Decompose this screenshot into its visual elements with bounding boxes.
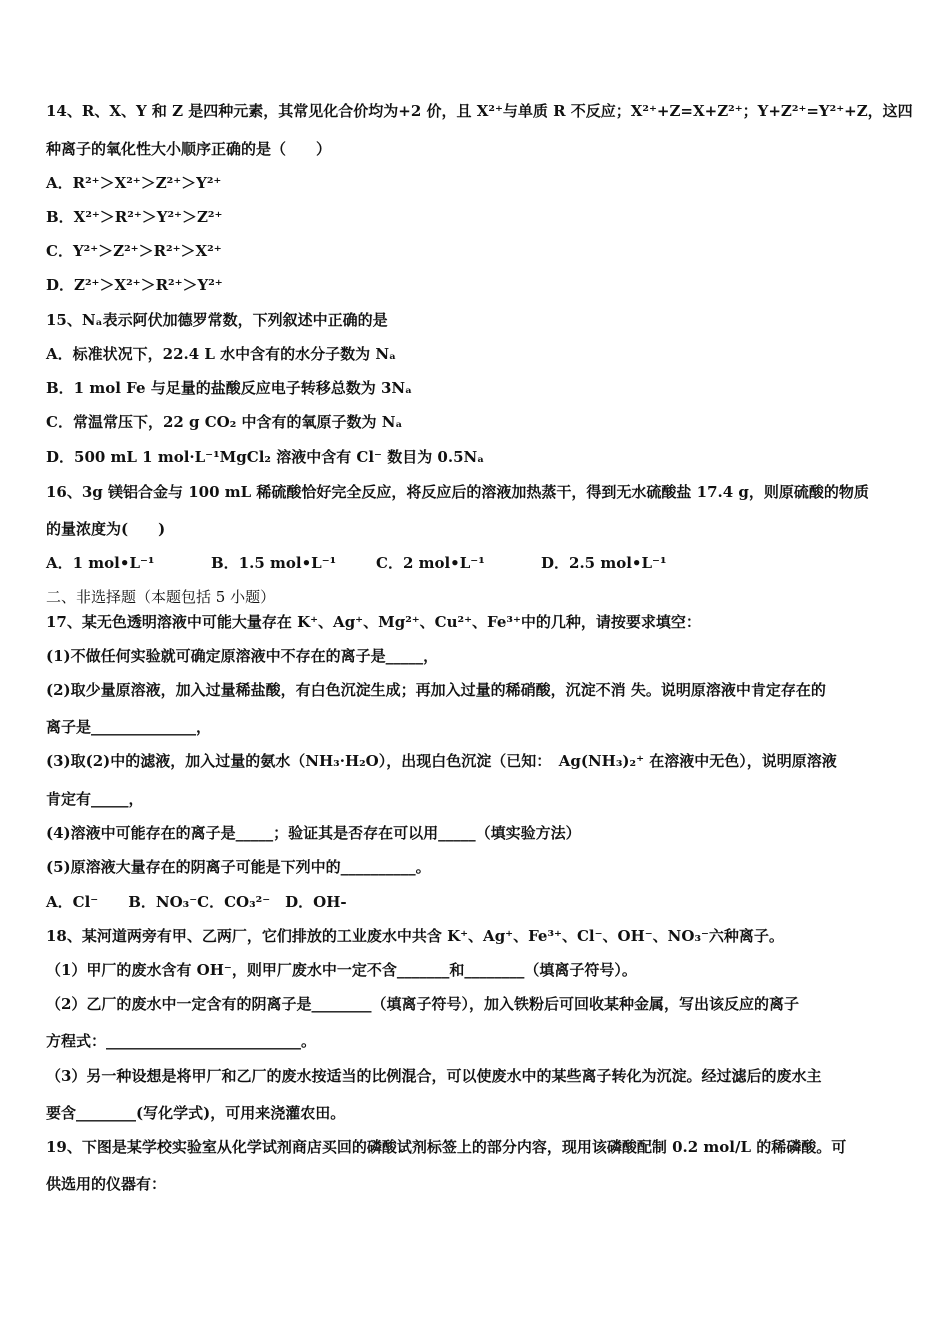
q17-options: A．Cl⁻ B．NO₃⁻C．CO₃²⁻ D．OH- [46,893,347,911]
q14-stem-line1: 14、R、X、Y 和 Z 是四种元素，其常见化合价均为+2 价，且 X²⁺与单质 R 不反应；X²⁺+Z=X+Z²⁺；Y+Z²⁺=Y²⁺+Z，这四 [46,102,913,120]
q16-option-a: A．1 mol•L⁻¹ [46,554,155,572]
q17-part4: (4)溶液中可能存在的离子是_____；验证其是否存在可以用_____（填实验方法） [46,824,581,842]
q18-part1: （1）甲厂的废水含有 OH⁻，则甲厂废水中一定不含_______和________（填离子符号）。 [46,961,637,979]
q18-part2-line1: （2）乙厂的废水中一定含有的阴离子是________（填离子符号），加入铁粉后可回收某种金属，写出该反应的离子 [46,995,799,1013]
q18-part2-line2: 方程式：__________________________。 [46,1032,317,1050]
q16-option-c: C．2 mol•L⁻¹ [376,554,485,572]
q18-part3-line2: 要含________(写化学式)，可用来浇灌农田。 [46,1104,346,1122]
q15-stem: 15、Nₐ表示阿伏加德罗常数，下列叙述中正确的是 [46,311,388,329]
section-heading: 二、非选择题（本题包括 5 小题） [46,588,276,606]
q16-options [46,553,910,573]
q16-stem-line2: 的量浓度为( ) [46,520,166,538]
q16-option-d: D．2.5 mol•L⁻¹ [541,554,667,572]
q17-part1: (1)不做任何实验就可确定原溶液中不存在的离子是_____， [46,647,439,665]
q16-option-b: B．1.5 mol•L⁻¹ [211,554,337,572]
q14-option-d: D．Z²⁺＞X²⁺＞R²⁺＞Y²⁺ [46,276,223,294]
q19-line2: 供选用的仪器有： [46,1175,167,1193]
q14-option-c: C．Y²⁺＞Z²⁺＞R²⁺＞X²⁺ [46,242,222,260]
q15-option-a: A．标准状况下，22.4 L 水中含有的水分子数为 Nₐ [46,345,397,363]
q18-part3-line1: （3）另一种设想是将甲厂和乙厂的废水按适当的比例混合，可以使废水中的某些离子转化为沉淀。经过滤后的废水主 [46,1067,822,1085]
q15-option-c: C．常温常压下，22 g CO₂ 中含有的氧原子数为 Nₐ [46,413,403,431]
q15-option-d: D．500 mL 1 mol·L⁻¹MgCl₂ 溶液中含有 Cl⁻ 数目为 0.5Nₐ [46,448,485,466]
q17-part5: (5)原溶液大量存在的阴离子可能是下列中的__________。 [46,858,431,876]
q17-part2-line2: 离子是______________， [46,718,212,736]
q16-stem-line1: 16、3g 镁铝合金与 100 mL 稀硫酸恰好完全反应，将反应后的溶液加热蒸干，得到无水硫酸盐 17.4 g，则原硫酸的物质 [46,483,869,501]
q17-part2-line1: (2)取少量原溶液，加入过量稀盐酸，有白色沉淀生成；再加入过量的稀硝酸，沉淀不消 失。说明原溶液中肯定存在的 [46,681,826,699]
q14-option-a: A．R²⁺＞X²⁺＞Z²⁺＞Y²⁺ [46,174,222,192]
q18-stem: 18、某河道两旁有甲、乙两厂，它们排放的工业废水中共含 K⁺、Ag⁺、Fe³⁺、Cl⁻、OH⁻、NO₃⁻六种离子。 [46,927,784,945]
q17-part3-line1: (3)取(2)中的滤液，加入过量的氨水（NH₃·H₂O），出现白色沉淀（已知： Ag(NH₃)₂⁺ 在溶液中无色），说明原溶液 [46,752,837,770]
q17-part3-line2: 肯定有_____， [46,790,144,808]
q14-option-b: B．X²⁺＞R²⁺＞Y²⁺＞Z²⁺ [46,208,223,226]
q17-stem: 17、某无色透明溶液中可能大量存在 K⁺、Ag⁺、Mg²⁺、Cu²⁺、Fe³⁺中的几种，请按要求填空： [46,613,701,631]
q15-option-b: B．1 mol Fe 与足量的盐酸反应电子转移总数为 3Nₐ [46,379,413,397]
q14-stem-line2: 种离子的氧化性大小顺序正确的是（ ） [46,140,332,158]
q19-line1: 19、下图是某学校实验室从化学试剂商店买回的磷酸试剂标签上的部分内容，现用该磷酸配制 0.2 mol/L 的稀磷酸。可 [46,1138,847,1156]
